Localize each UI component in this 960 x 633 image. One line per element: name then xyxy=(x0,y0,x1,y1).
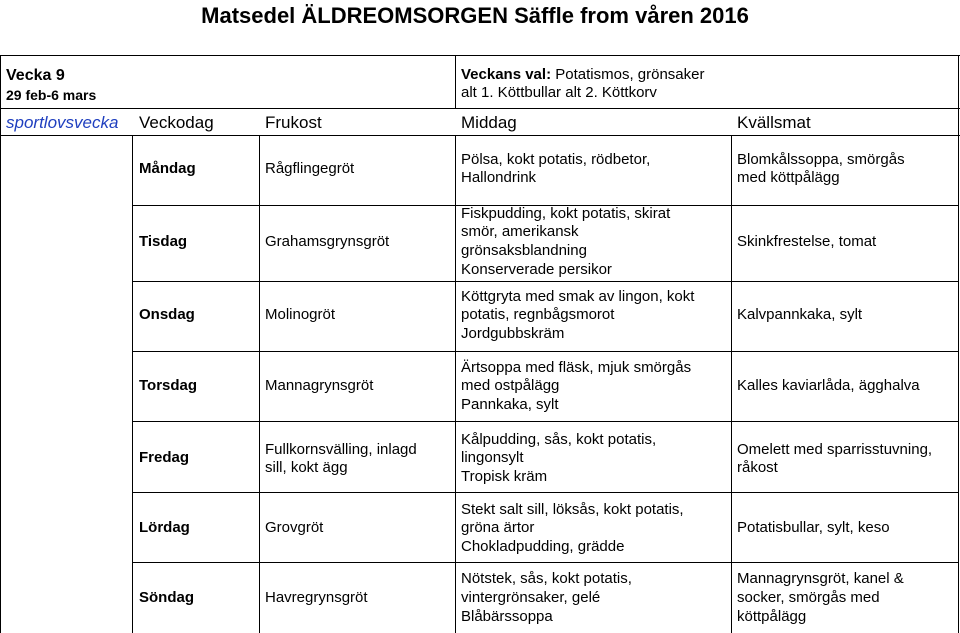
col-divider-dinner xyxy=(731,135,732,633)
dinner-item: råkost xyxy=(737,459,778,476)
row-divider xyxy=(132,351,958,352)
header-breakfast: Frukost xyxy=(265,113,322,132)
day-name: Söndag xyxy=(139,589,194,606)
lunch-item: Kålpudding, sås, kokt potatis, xyxy=(461,431,657,448)
lunch-item: Jordgubbskräm xyxy=(461,325,565,342)
col-divider-breakfast xyxy=(259,135,260,633)
lunch-item: Nötstek, sås, kokt potatis, xyxy=(461,570,632,587)
lunch-item: Chokladpudding, grädde xyxy=(461,538,625,555)
breakfast-item: Fullkornsvälling, inlagd xyxy=(265,441,417,458)
day-name: Måndag xyxy=(139,160,196,177)
lunch-item: potatis, regnbågsmorot xyxy=(461,306,615,323)
weekly-alternatives: alt 1. Köttbullar alt 2. Köttkorv xyxy=(461,84,657,101)
weekly-choice xyxy=(461,66,704,84)
day-name: Fredag xyxy=(139,449,190,466)
header-dinner: Kvällsmat xyxy=(737,113,811,132)
breakfast-item: Grahamsgrynsgröt xyxy=(265,233,390,250)
lunch-item: grönsaksblandning xyxy=(461,242,587,259)
breakfast-item: Mannagrynsgröt xyxy=(265,377,374,394)
dinner-item: Skinkfrestelse, tomat xyxy=(737,233,877,250)
header-weekday: Veckodag xyxy=(139,113,214,132)
dinner-item: Omelett med sparrisstuvning, xyxy=(737,441,933,458)
header-special: sportlovsvecka xyxy=(6,113,119,132)
dinner-item: Blomkålssoppa, smörgås xyxy=(737,151,905,168)
lunch-item: vintergrönsaker, gelé xyxy=(461,589,601,606)
col-divider-day xyxy=(132,135,133,633)
breakfast-item: Rågflingegröt xyxy=(265,160,355,177)
lunch-item: Ärtsoppa med fläsk, mjuk smörgås xyxy=(461,359,692,376)
weekly-choice-label: Veckans val: xyxy=(461,66,552,83)
header-lunch: Middag xyxy=(461,113,517,132)
breakfast-item: Havregrynsgröt xyxy=(265,589,368,606)
lunch-item: med ostpålägg xyxy=(461,377,560,394)
lunch-item: Blåbärssoppa xyxy=(461,608,553,625)
dinner-item: Kalvpannkaka, sylt xyxy=(737,306,863,323)
lunch-item: Pannkaka, sylt xyxy=(461,396,559,413)
week-dates: 29 feb-6 mars xyxy=(6,87,97,103)
day-name: Tisdag xyxy=(139,233,188,250)
dinner-item: köttpålägg xyxy=(737,608,807,625)
lunch-item: Fiskpudding, kokt potatis, skirat xyxy=(461,205,671,222)
lunch-item: lingonsylt xyxy=(461,449,524,466)
lunch-item: Hallondrink xyxy=(461,169,537,186)
header-divider xyxy=(0,108,960,109)
lunch-item: gröna ärtor xyxy=(461,519,535,536)
lunch-item: Konserverade persikor xyxy=(461,261,612,278)
row-divider xyxy=(132,562,958,563)
lunch-item: Stekt salt sill, löksås, kokt potatis, xyxy=(461,501,684,518)
breakfast-item: sill, kokt ägg xyxy=(265,459,348,476)
dinner-item: Kalles kaviarlåda, ägghalva xyxy=(737,377,920,394)
lunch-item: smör, amerikansk xyxy=(461,223,579,240)
row-divider xyxy=(132,421,958,422)
breakfast-item: Molinogröt xyxy=(265,306,336,323)
week-label: Vecka 9 xyxy=(6,67,65,84)
weekly-choice-value: Potatismos, grönsaker xyxy=(555,66,705,83)
dinner-item: med köttpålägg xyxy=(737,169,840,186)
day-name: Lördag xyxy=(139,519,190,536)
page-title: Matsedel ÄLDREOMSORGEN Säffle from våren 2016 xyxy=(201,3,749,28)
table-border-top xyxy=(0,55,960,56)
col-divider-lunch xyxy=(455,135,456,633)
day-name: Torsdag xyxy=(139,377,198,394)
lunch-item: Pölsa, kokt potatis, rödbetor, xyxy=(461,151,651,168)
row-divider xyxy=(132,281,958,282)
left-border xyxy=(0,55,1,633)
dinner-item: Mannagrynsgröt, kanel & xyxy=(737,570,904,587)
lunch-item: Tropisk kräm xyxy=(461,468,548,485)
column-header-divider xyxy=(0,135,960,136)
right-border xyxy=(958,55,959,633)
breakfast-item: Grovgröt xyxy=(265,519,324,536)
row-divider xyxy=(132,492,958,493)
day-name: Onsdag xyxy=(139,306,195,323)
lunch-item: Köttgryta med smak av lingon, kokt xyxy=(461,288,695,305)
week-divider xyxy=(455,55,456,108)
dinner-item: socker, smörgås med xyxy=(737,589,880,606)
dinner-item: Potatisbullar, sylt, keso xyxy=(737,519,890,536)
